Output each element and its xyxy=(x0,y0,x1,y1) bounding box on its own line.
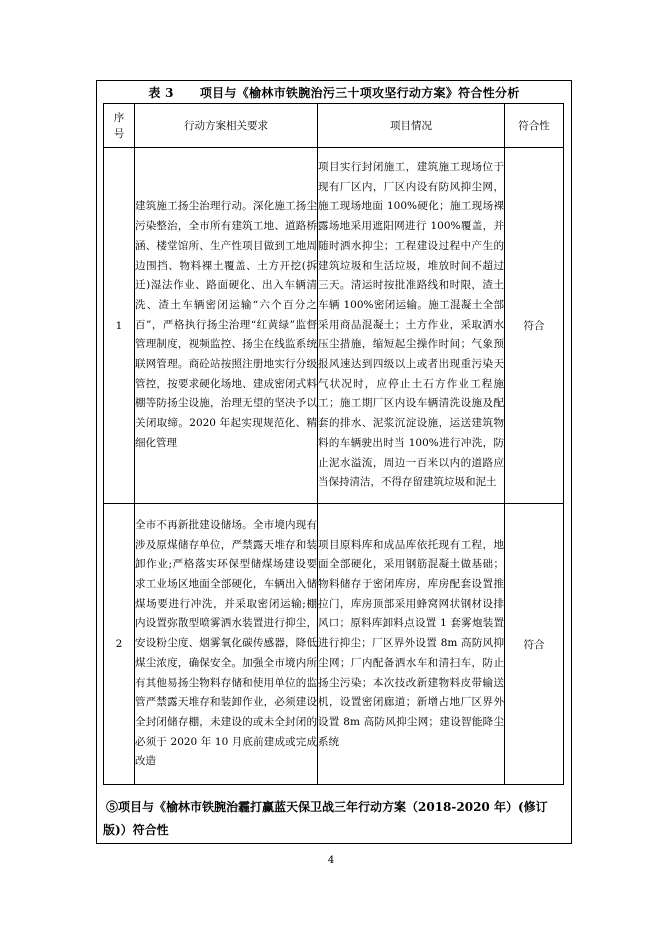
table-row xyxy=(104,504,564,785)
table-row xyxy=(104,148,564,504)
row-seq: 2 xyxy=(104,504,135,785)
row-seq: 1 xyxy=(104,148,135,504)
row-requirement: 建筑施工扬尘治理行动。深化施工扬尘污染整治，全市所有建筑工地、道路桥涵、楼堂馆所、生产性项目做到工地周边围挡、物料裸土覆盖、土方开挖(拆迁)湿法作业、路面硬化、出入车辆清洗、渣土车辆密闭运输“六个百分之百”，严格执行扬尘治理“红黄绿”监督管理制度，视频监控、扬尘在线监系统联网管理。商砼站按照注册地实行分级管控，按要求硬化场地、建成密闭式料棚等防扬尘设施，治理无望的坚决予以关闭取缔。2020 年起实现规范化、精细化管理 xyxy=(135,148,318,504)
page-number: 4 xyxy=(327,855,335,866)
header-project: 项目情况 xyxy=(318,104,505,148)
header-seq: 序号 xyxy=(104,104,135,148)
row-project: 项目实行封闭施工，建筑施工现场位于现有厂区内，厂区内设有防风抑尘网，施工现场地面 100%硬化；施工现场裸露场地采用遮阳网进行 100%覆盖，并随时洒水抑尘；工程建设过程中产生的建筑垃圾和生活垃圾，堆放时间不超过三天。清运时按批准路线和时限，渣土车辆 100%密闭运输。施工混凝土全部采用商品混凝土；土方作业，采取洒水压尘措施，缩短起尘操作时间；气象预报风速达到四级以上或者出现重污染天气状况时，应停止土石方作业工程施工；施工期厂区内设车辆清洗设施及配套的排水、泥浆沉淀设施，运送建筑物料的车辆驶出时当 100%进行冲洗，防止泥水溢流，周边一百米以内的道路应当保持清洁，不得存留建筑垃圾和泥土 xyxy=(318,148,505,504)
row-requirement: 全市不再新批建设储场。全市境内现有涉及原煤储存单位，严禁露天堆存和装卸作业;严格落实环保型储煤场建设要求工业场区地面全部硬化，车辆出入储煤场要进行冲洗，并采取密闭运输;棚内设置弥散型喷雾洒水装置进行抑尘，安设粉尘度、烟雾氧化碳传感器，降低煤尘浓度，确保安全。加强全市境内所有其他易扬尘物料存储和使用单位的监管严禁露天堆存和装卸作业，必须建设全封闭储存棚，未建设的或未全封闭的必须于 2020 年 10 月底前建成或完成改造 xyxy=(135,504,318,785)
row-compliance: 符合 xyxy=(505,148,564,504)
table-header-row xyxy=(104,104,564,148)
table-number: 表 3 xyxy=(148,86,174,100)
row-project: 项目原料库和成品库依托现有工程，地面全部硬化，采用钢筋混凝土做基础；物料储存于密闭库房，库房配套设置推拉门，库房顶部采用蜂窝网状钢材设排风口；原料库卸料点设置 1 套雾炮装置进行抑尘；厂区界外设置 8m 高防风抑尘网；厂内配备洒水车和清扫车，防止扬尘污染；本次技改新建物料皮带输送机，设置密闭廊道；新增占地厂区界外设置 8m 高防风抑尘网；建设智能降尘系统 xyxy=(318,504,505,785)
header-compliance: 符合性 xyxy=(505,104,564,148)
table-title xyxy=(96,84,572,101)
section-heading: ⑤项目与《榆林市铁腕治霾打赢蓝天保卫战三年行动方案（2018-2020 年）(修订版)）符合性 xyxy=(103,800,548,837)
header-requirement: 行动方案相关要求 xyxy=(135,104,318,148)
row-compliance: 符合 xyxy=(505,504,564,785)
table-title-text: 项目与《榆林市铁腕治污三十项攻坚行动方案》符合性分析 xyxy=(199,86,520,100)
compliance-table xyxy=(103,103,564,785)
